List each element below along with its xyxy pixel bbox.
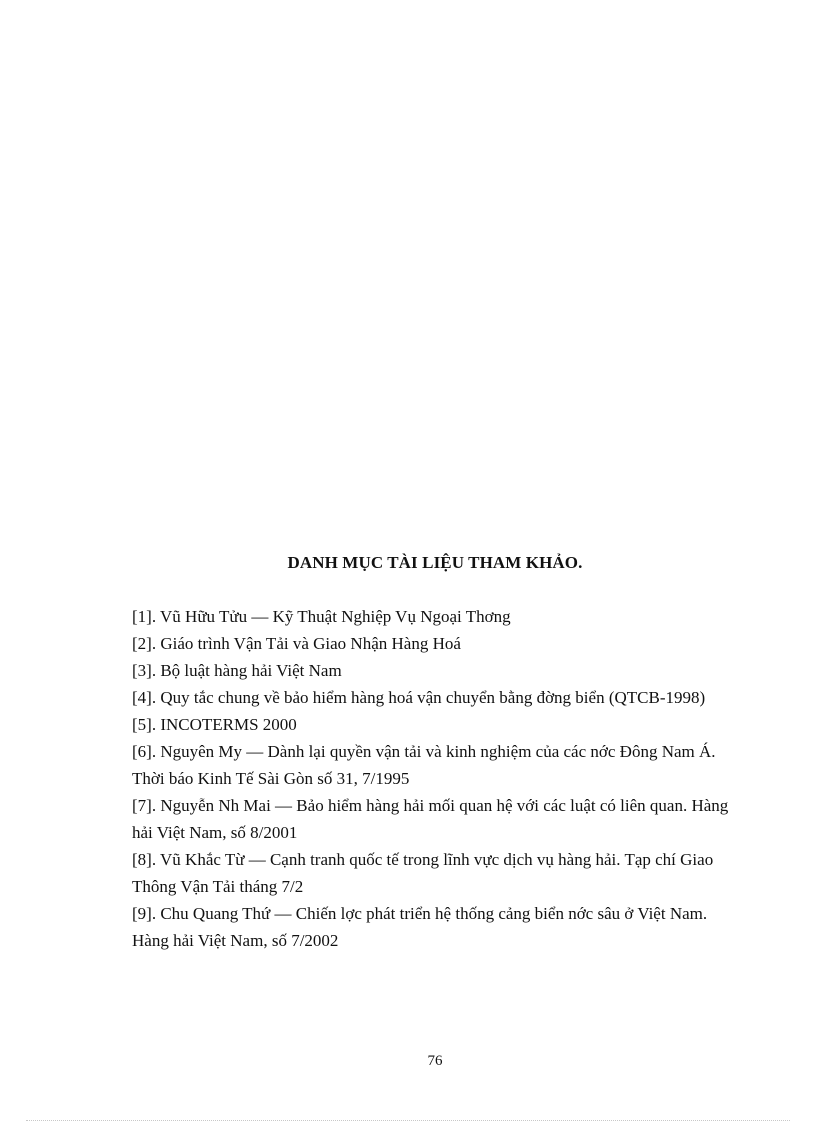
- page-bottom-divider: [26, 1120, 790, 1121]
- reference-list: [132, 603, 742, 954]
- reference-item: [5]. INCOTERMS 2000: [132, 715, 297, 734]
- page-number: 76: [427, 1053, 443, 1069]
- reference-item: [4]. Quy tắc chung về bảo hiểm hàng hoá vận chuyển bằng đờng biển (QTCB-1998): [132, 688, 706, 707]
- references-title: DANH MỤC TÀI LIỆU THAM KHẢO.: [287, 553, 583, 572]
- reference-item: [7]. Nguyễn Nh Mai — Bảo hiểm hàng hải mối quan hệ với các luật có liên quan. Hàng hải Việt Nam, số 8/2001: [132, 796, 729, 842]
- reference-item: [3]. Bộ luật hàng hải Việt Nam: [132, 661, 342, 680]
- reference-item: [8]. Vũ Khắc Từ — Cạnh tranh quốc tế trong lĩnh vực dịch vụ hàng hải. Tạp chí Giao Thông Vận Tải tháng 7/2: [132, 850, 714, 896]
- reference-item: [9]. Chu Quang Thứ — Chiến lợc phát triển hệ thống cảng biển nớc sâu ở Việt Nam. Hàng hải Việt Nam, số 7/2002: [132, 904, 708, 950]
- reference-item: [1]. Vũ Hữu Tửu — Kỹ Thuật Nghiệp Vụ Ngoại Thơng: [132, 607, 511, 626]
- reference-item: [2]. Giáo trình Vận Tải và Giao Nhận Hàng Hoá: [132, 634, 461, 653]
- reference-item: [6]. Nguyên My — Dành lại quyền vận tải và kinh nghiệm của các nớc Đông Nam Á. Thời báo Kinh Tế Sài Gòn số 31, 7/1995: [132, 742, 716, 788]
